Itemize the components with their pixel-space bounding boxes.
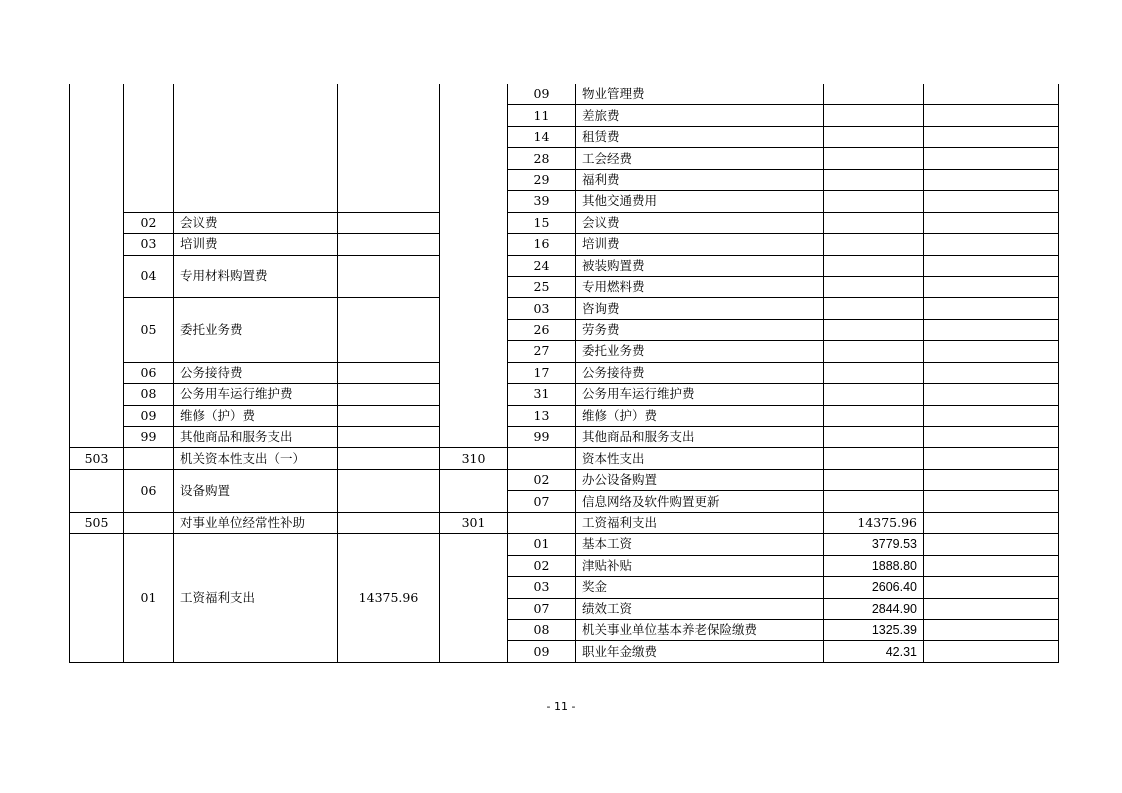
left-item-name: 机关资本性支出（一） bbox=[174, 448, 338, 469]
left-amount bbox=[338, 427, 440, 448]
left-class-code: 503 bbox=[70, 448, 124, 469]
left-amount bbox=[338, 255, 440, 298]
left-amount bbox=[338, 512, 440, 533]
left-sub-code: 04 bbox=[124, 255, 174, 298]
right-extra bbox=[924, 598, 1059, 619]
right-item-name: 职业年金缴费 bbox=[576, 641, 824, 663]
table-row bbox=[70, 448, 1059, 469]
left-item-name: 培训费 bbox=[174, 234, 338, 255]
right-amount bbox=[824, 148, 924, 169]
right-sub-code: 28 bbox=[508, 148, 576, 169]
right-item-name: 信息网络及软件购置更新 bbox=[576, 491, 824, 512]
left-amount bbox=[338, 212, 440, 233]
left-name-cell bbox=[174, 84, 338, 212]
right-extra bbox=[924, 512, 1059, 533]
right-sub-code: 08 bbox=[508, 619, 576, 640]
right-amount bbox=[824, 212, 924, 233]
right-class-code bbox=[440, 534, 508, 663]
right-sub-code: 25 bbox=[508, 276, 576, 297]
right-amount bbox=[824, 341, 924, 362]
right-sub-code: 02 bbox=[508, 555, 576, 576]
right-sub-code: 13 bbox=[508, 405, 576, 426]
right-amount bbox=[824, 384, 924, 405]
right-extra bbox=[924, 298, 1059, 319]
right-amount bbox=[824, 169, 924, 190]
right-sub-code: 17 bbox=[508, 362, 576, 383]
right-item-name: 差旅费 bbox=[576, 105, 824, 126]
right-class-code: 310 bbox=[440, 448, 508, 469]
right-extra bbox=[924, 555, 1059, 576]
right-item-name: 委托业务费 bbox=[576, 341, 824, 362]
right-item-name: 福利费 bbox=[576, 169, 824, 190]
right-class-code bbox=[440, 469, 508, 512]
right-extra bbox=[924, 362, 1059, 383]
left-sub-code: 06 bbox=[124, 362, 174, 383]
right-item-name: 工会经费 bbox=[576, 148, 824, 169]
table-row bbox=[70, 405, 1059, 426]
right-amount bbox=[824, 469, 924, 490]
right-amount bbox=[824, 298, 924, 319]
right-sub-code: 01 bbox=[508, 534, 576, 555]
left-item-name: 维修（护）费 bbox=[174, 405, 338, 426]
right-amount bbox=[824, 448, 924, 469]
right-item-name: 租赁费 bbox=[576, 126, 824, 147]
right-sub-code: 39 bbox=[508, 191, 576, 212]
right-amount: 1888.80 bbox=[824, 555, 924, 576]
left-item-name: 公务接待费 bbox=[174, 362, 338, 383]
left-sub-cell bbox=[124, 84, 174, 212]
right-sub-code: 03 bbox=[508, 577, 576, 598]
right-extra bbox=[924, 448, 1059, 469]
right-amount bbox=[824, 362, 924, 383]
right-extra bbox=[924, 641, 1059, 663]
right-sub-code: 14 bbox=[508, 126, 576, 147]
right-sub-code: 09 bbox=[508, 84, 576, 105]
left-sub-code bbox=[124, 448, 174, 469]
right-sub-code: 24 bbox=[508, 255, 576, 276]
left-sub-code: 06 bbox=[124, 469, 174, 512]
right-amount: 42.31 bbox=[824, 641, 924, 663]
left-item-name: 对事业单位经常性补助 bbox=[174, 512, 338, 533]
right-sub-code: 15 bbox=[508, 212, 576, 233]
left-sub-code bbox=[124, 512, 174, 533]
left-item-name: 会议费 bbox=[174, 212, 338, 233]
right-sub-code bbox=[508, 512, 576, 533]
left-code-cell bbox=[70, 84, 124, 448]
right-item-name: 维修（护）费 bbox=[576, 405, 824, 426]
right-extra bbox=[924, 619, 1059, 640]
right-item-name: 劳务费 bbox=[576, 319, 824, 340]
right-amount bbox=[824, 84, 924, 105]
right-extra bbox=[924, 427, 1059, 448]
right-item-name: 专用燃料费 bbox=[576, 276, 824, 297]
left-amount bbox=[338, 298, 440, 362]
right-amount bbox=[824, 276, 924, 297]
right-extra bbox=[924, 169, 1059, 190]
left-sub-code: 99 bbox=[124, 427, 174, 448]
right-extra bbox=[924, 234, 1059, 255]
right-amount bbox=[824, 191, 924, 212]
table-row bbox=[70, 234, 1059, 255]
right-extra bbox=[924, 319, 1059, 340]
left-sub-code: 09 bbox=[124, 405, 174, 426]
right-extra bbox=[924, 469, 1059, 490]
table-row bbox=[70, 255, 1059, 276]
table-row bbox=[70, 534, 1059, 555]
right-item-name: 物业管理费 bbox=[576, 84, 824, 105]
left-amount bbox=[338, 234, 440, 255]
right-extra bbox=[924, 105, 1059, 126]
left-amount: 14375.96 bbox=[338, 534, 440, 663]
right-extra bbox=[924, 191, 1059, 212]
right-sub-code: 07 bbox=[508, 491, 576, 512]
right-sub-code: 27 bbox=[508, 341, 576, 362]
right-amount bbox=[824, 126, 924, 147]
right-extra bbox=[924, 491, 1059, 512]
right-amount bbox=[824, 234, 924, 255]
left-sub-code: 05 bbox=[124, 298, 174, 362]
right-extra bbox=[924, 212, 1059, 233]
right-extra bbox=[924, 384, 1059, 405]
right-extra bbox=[924, 341, 1059, 362]
right-item-name: 公务用车运行维护费 bbox=[576, 384, 824, 405]
right-sub-code: 26 bbox=[508, 319, 576, 340]
left-class-code: 505 bbox=[70, 512, 124, 533]
right-sub-code bbox=[508, 448, 576, 469]
page-number: - 11 - bbox=[546, 700, 576, 713]
right-item-name: 绩效工资 bbox=[576, 598, 824, 619]
right-item-name: 咨询费 bbox=[576, 298, 824, 319]
right-item-name: 其他商品和服务支出 bbox=[576, 427, 824, 448]
right-sub-code: 07 bbox=[508, 598, 576, 619]
table-row bbox=[70, 84, 1059, 105]
right-item-name: 办公设备购置 bbox=[576, 469, 824, 490]
right-item-name: 资本性支出 bbox=[576, 448, 824, 469]
right-amount: 3779.53 bbox=[824, 534, 924, 555]
budget-table bbox=[69, 84, 1059, 663]
right-item-name: 机关事业单位基本养老保险缴费 bbox=[576, 619, 824, 640]
right-extra bbox=[924, 148, 1059, 169]
right-class-code: 301 bbox=[440, 512, 508, 533]
right-code-cell bbox=[440, 84, 508, 448]
left-sub-code: 03 bbox=[124, 234, 174, 255]
right-amount bbox=[824, 427, 924, 448]
right-extra bbox=[924, 276, 1059, 297]
left-amount bbox=[338, 469, 440, 512]
right-sub-code: 31 bbox=[508, 384, 576, 405]
left-item-name: 其他商品和服务支出 bbox=[174, 427, 338, 448]
right-amount bbox=[824, 105, 924, 126]
right-amount bbox=[824, 405, 924, 426]
right-extra bbox=[924, 126, 1059, 147]
right-amount bbox=[824, 255, 924, 276]
right-sub-code: 03 bbox=[508, 298, 576, 319]
right-extra bbox=[924, 534, 1059, 555]
left-item-name: 设备购置 bbox=[174, 469, 338, 512]
right-extra bbox=[924, 84, 1059, 105]
right-sub-code: 16 bbox=[508, 234, 576, 255]
right-item-name: 工资福利支出 bbox=[576, 512, 824, 533]
right-sub-code: 09 bbox=[508, 641, 576, 663]
left-sub-code: 02 bbox=[124, 212, 174, 233]
left-amount bbox=[338, 384, 440, 405]
table-row bbox=[70, 427, 1059, 448]
left-item-name: 公务用车运行维护费 bbox=[174, 384, 338, 405]
right-item-name: 培训费 bbox=[576, 234, 824, 255]
left-amount bbox=[338, 448, 440, 469]
right-amount bbox=[824, 319, 924, 340]
table-row bbox=[70, 298, 1059, 319]
right-sub-code: 29 bbox=[508, 169, 576, 190]
right-item-name: 奖金 bbox=[576, 577, 824, 598]
right-item-name: 基本工资 bbox=[576, 534, 824, 555]
left-sub-code: 08 bbox=[124, 384, 174, 405]
right-amount: 14375.96 bbox=[824, 512, 924, 533]
right-extra bbox=[924, 255, 1059, 276]
table-row bbox=[70, 384, 1059, 405]
left-class-code bbox=[70, 534, 124, 663]
right-sub-code: 02 bbox=[508, 469, 576, 490]
right-item-name: 会议费 bbox=[576, 212, 824, 233]
table-row bbox=[70, 212, 1059, 233]
right-item-name: 公务接待费 bbox=[576, 362, 824, 383]
left-amount bbox=[338, 405, 440, 426]
right-item-name: 津贴补贴 bbox=[576, 555, 824, 576]
right-amount bbox=[824, 491, 924, 512]
left-item-name: 专用材料购置费 bbox=[174, 255, 338, 298]
table-row bbox=[70, 469, 1059, 490]
right-item-name: 被装购置费 bbox=[576, 255, 824, 276]
table-row bbox=[70, 512, 1059, 533]
right-amount: 1325.39 bbox=[824, 619, 924, 640]
right-amount: 2844.90 bbox=[824, 598, 924, 619]
right-sub-code: 99 bbox=[508, 427, 576, 448]
left-class-code bbox=[70, 469, 124, 512]
left-item-name: 工资福利支出 bbox=[174, 534, 338, 663]
table-row bbox=[70, 362, 1059, 383]
right-item-name: 其他交通费用 bbox=[576, 191, 824, 212]
left-sub-code: 01 bbox=[124, 534, 174, 663]
right-amount: 2606.40 bbox=[824, 577, 924, 598]
left-amount-cell bbox=[338, 84, 440, 212]
right-sub-code: 11 bbox=[508, 105, 576, 126]
right-extra bbox=[924, 405, 1059, 426]
left-amount bbox=[338, 362, 440, 383]
left-item-name: 委托业务费 bbox=[174, 298, 338, 362]
right-extra bbox=[924, 577, 1059, 598]
